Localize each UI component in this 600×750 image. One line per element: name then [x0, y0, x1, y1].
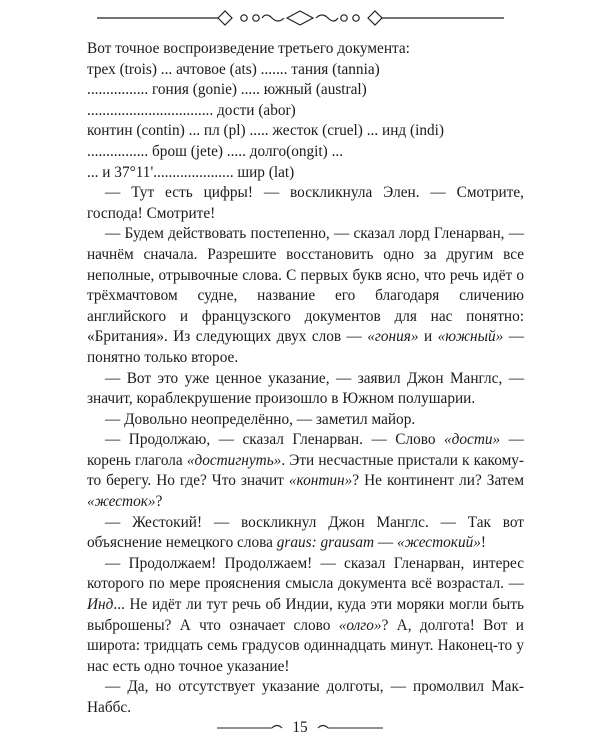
italic-run: Инд — [87, 596, 114, 614]
doc-line: ................ гония (gonie) ..... южный (austral) — [87, 81, 367, 99]
text-run: . Эти несчастные пристали к какому-то берегу. Но где? Что значит — [87, 451, 524, 490]
text-run: — Будем действовать постепенно, — сказал лорд Гленарван, — начнём сначала. Разрешите восстановить одно за другим все неполные, отрывочные слова. С первых букв ясно, что речь идёт о трёхмачтовом судне, название его благодаря сличению английского и французского документов для нас понятно: «Британия». Из следующих двух слов — — [87, 225, 524, 346]
text-run: ? — [155, 493, 163, 511]
italic-run: «олго» — [338, 616, 382, 634]
paragraph — [87, 554, 524, 678]
page-number: 15 — [292, 719, 308, 736]
italic-run: «достигнуть» — [186, 451, 282, 469]
text-run: — понятно только второе. — [87, 328, 524, 366]
body-text — [87, 183, 524, 718]
paragraph — [87, 224, 524, 368]
document-block — [87, 39, 524, 183]
paragraph — [87, 410, 524, 431]
text-run: ... Не идёт ли тут речь об Индии, куда эти моряки могли быть выброшены? А что означает слово — [87, 596, 524, 634]
italic-run: «жесток» — [87, 493, 156, 511]
italic-run: «гония» — [367, 328, 419, 346]
italic-run: graus: grausam — [276, 534, 375, 552]
italic-run: «дости» — [444, 431, 501, 449]
text-run: ? Не континент ли? Затем — [352, 472, 525, 490]
italic-run: «жестокий» — [397, 534, 481, 552]
intro-line: Вот точное воспроизведение третьего документа: — [87, 40, 410, 57]
doc-line: ................................. дости (abor) — [87, 101, 296, 119]
text-run: — Да, но отсутствует указание долготы, — промолвил Мак-Наббс. — [87, 678, 524, 716]
text-run: ! — [480, 534, 487, 552]
paragraph — [87, 369, 524, 410]
text-run: — Вот это уже ценное указание, — заявил Джон Манглс, — значит, кораблекрушение произошло в Южном полушарии. — [87, 369, 524, 408]
text-run: — Продолжаем! Продолжаем! — сказал Гленарван, интерес которого по мере прояснения смысла документа всё возрастал. — — [87, 554, 524, 593]
header-ornament-icon — [0, 0, 600, 40]
italic-run: «южный» — [437, 328, 504, 346]
doc-line: ................ брош (jete) ..... долго(ongit) ... — [87, 142, 344, 160]
text-run: — Жестокий! — воскликнул Джон Манглс. — Так вот объяснение немецкого слова — [87, 513, 524, 552]
text-run: ? А, долгота! Вот и широта: тридцать семь градусов одиннадцать минут. Наконец-то у нас есть одно точное указание! — [87, 616, 524, 675]
text-run: — — [374, 534, 398, 552]
text-run: — корень глагола — [87, 431, 524, 469]
text-run: — Продолжаю, — сказал Гленарван. — Слово — [105, 431, 445, 449]
paragraph — [87, 513, 524, 554]
doc-line: контин (contin) ... пл (pl) ..... жесток (cruel) ... инд (indi) — [87, 122, 444, 140]
italic-run: «контин» — [288, 472, 353, 490]
text-run: — Довольно неопределённо, — заметил майор. — [105, 410, 416, 428]
paragraph — [87, 183, 524, 224]
text-run: и — [418, 328, 438, 346]
page-text — [87, 39, 524, 719]
paragraph — [87, 430, 524, 512]
doc-line: ... и 37°11'..................... шир (lat) — [87, 163, 295, 181]
text-run: — Тут есть цифры! — воскликнула Элен. — Смотрите, господа! Смотрите! — [87, 184, 524, 222]
doc-line: трех (trois) ... ачтовое (ats) ....... тания (tannia) — [87, 60, 380, 78]
